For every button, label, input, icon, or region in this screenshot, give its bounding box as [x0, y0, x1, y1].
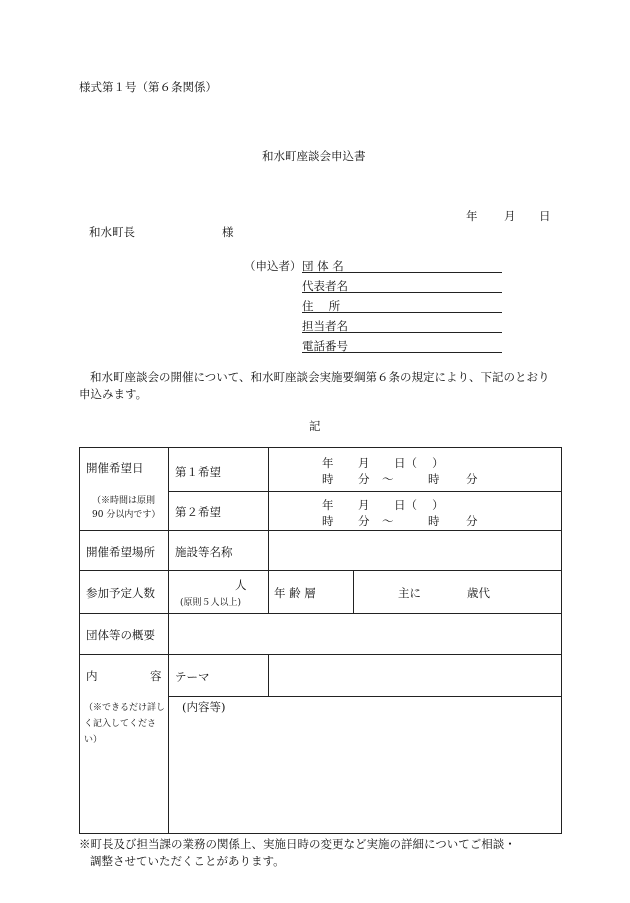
c1-month: 月 — [358, 456, 370, 470]
facility-label: 施設等名称 — [175, 545, 233, 559]
c1-hour2: 時 — [428, 472, 440, 486]
address-label: 住 所 — [302, 299, 341, 313]
row-divider — [80, 570, 562, 571]
overview-label: 団体等の概要 — [86, 628, 155, 642]
content-label-1: 内 — [86, 669, 98, 683]
c1-tilde: ～ — [382, 472, 394, 486]
date-label: 開催希望日 — [86, 461, 144, 475]
theme-label: テーマ — [175, 670, 210, 684]
choice2-label: 第２希望 — [175, 505, 221, 519]
age-main: 主に — [398, 586, 421, 600]
footer-note-line1: ※町長及び担当課の業務の関係上、実施日時の変更など実施の詳細についてご相談・ — [79, 837, 516, 851]
group-name-label: 団 体 名 — [302, 259, 344, 273]
row-divider — [80, 530, 562, 531]
c1-minute2: 分 — [466, 472, 478, 486]
c2-hour2: 時 — [428, 514, 440, 528]
content-label-2: 容 — [150, 669, 162, 683]
col-divider — [268, 654, 269, 696]
col-divider — [168, 448, 169, 834]
group-name-field[interactable] — [302, 258, 502, 273]
footer-note-line2: 調整させていただくことがあります。 — [90, 854, 285, 868]
address-field[interactable] — [302, 298, 502, 313]
phone-label: 電話番号 — [302, 339, 348, 353]
c2-minute1: 分 — [358, 514, 370, 528]
date-day: 日 — [539, 209, 551, 223]
date-year: 年 — [466, 209, 478, 223]
age-label: 年 齢 層 — [274, 586, 316, 600]
people-note: (原則５人以上) — [180, 598, 242, 608]
c1-hour1: 時 — [322, 472, 334, 486]
col-divider — [268, 448, 269, 570]
contact-person-label: 担当者名 — [302, 319, 348, 333]
c2-year: 年 — [322, 498, 334, 512]
details-input[interactable] — [172, 716, 558, 830]
people-unit: 人 — [235, 578, 247, 592]
c1-minute1: 分 — [358, 472, 370, 486]
application-table — [79, 447, 562, 834]
representative-label: 代表者名 — [302, 279, 348, 293]
c1-day: 日（ ） — [394, 456, 444, 470]
col-divider — [353, 570, 354, 613]
overview-input[interactable] — [172, 616, 558, 652]
c1-year: 年 — [322, 456, 334, 470]
c2-tilde: ～ — [382, 514, 394, 528]
row-divider — [80, 654, 562, 655]
c2-hour1: 時 — [322, 514, 334, 528]
choice1-label: 第１希望 — [175, 465, 221, 479]
c2-day: 日（ ） — [394, 498, 444, 512]
form-number: 様式第１号（第６条関係） — [79, 80, 217, 94]
date-month: 月 — [504, 209, 516, 223]
row-divider — [168, 491, 562, 492]
details-label: (内容等) — [182, 700, 226, 714]
ki-label: 記 — [309, 419, 321, 433]
contact-person-field[interactable] — [302, 318, 502, 333]
place-label: 開催希望場所 — [86, 545, 155, 559]
c2-minute2: 分 — [466, 514, 478, 528]
representative-field[interactable] — [302, 278, 502, 293]
addressee-honorific: 様 — [222, 225, 234, 239]
row-divider — [80, 613, 562, 614]
content-note: （※できるだけ詳しく記入してください） — [84, 703, 166, 745]
theme-input[interactable] — [272, 656, 558, 694]
row-divider — [168, 696, 562, 697]
applicant-label: （申込者） — [244, 259, 302, 273]
page-title: 和水町座談会申込書 — [262, 149, 366, 163]
phone-field[interactable] — [302, 338, 502, 353]
body-paragraph: 和水町座談会の開催について、和水町座談会実施要綱第６条の規定により、下記のとおり申込みます。 — [79, 370, 550, 401]
participants-label: 参加予定人数 — [86, 586, 155, 600]
facility-input[interactable] — [272, 532, 558, 568]
age-unit: 歳代 — [467, 586, 490, 600]
col-divider — [268, 570, 269, 613]
c2-month: 月 — [358, 498, 370, 512]
date-note: （※時間は原則 90 分以内です） — [92, 496, 161, 520]
addressee-name: 和水町長 — [89, 225, 135, 239]
